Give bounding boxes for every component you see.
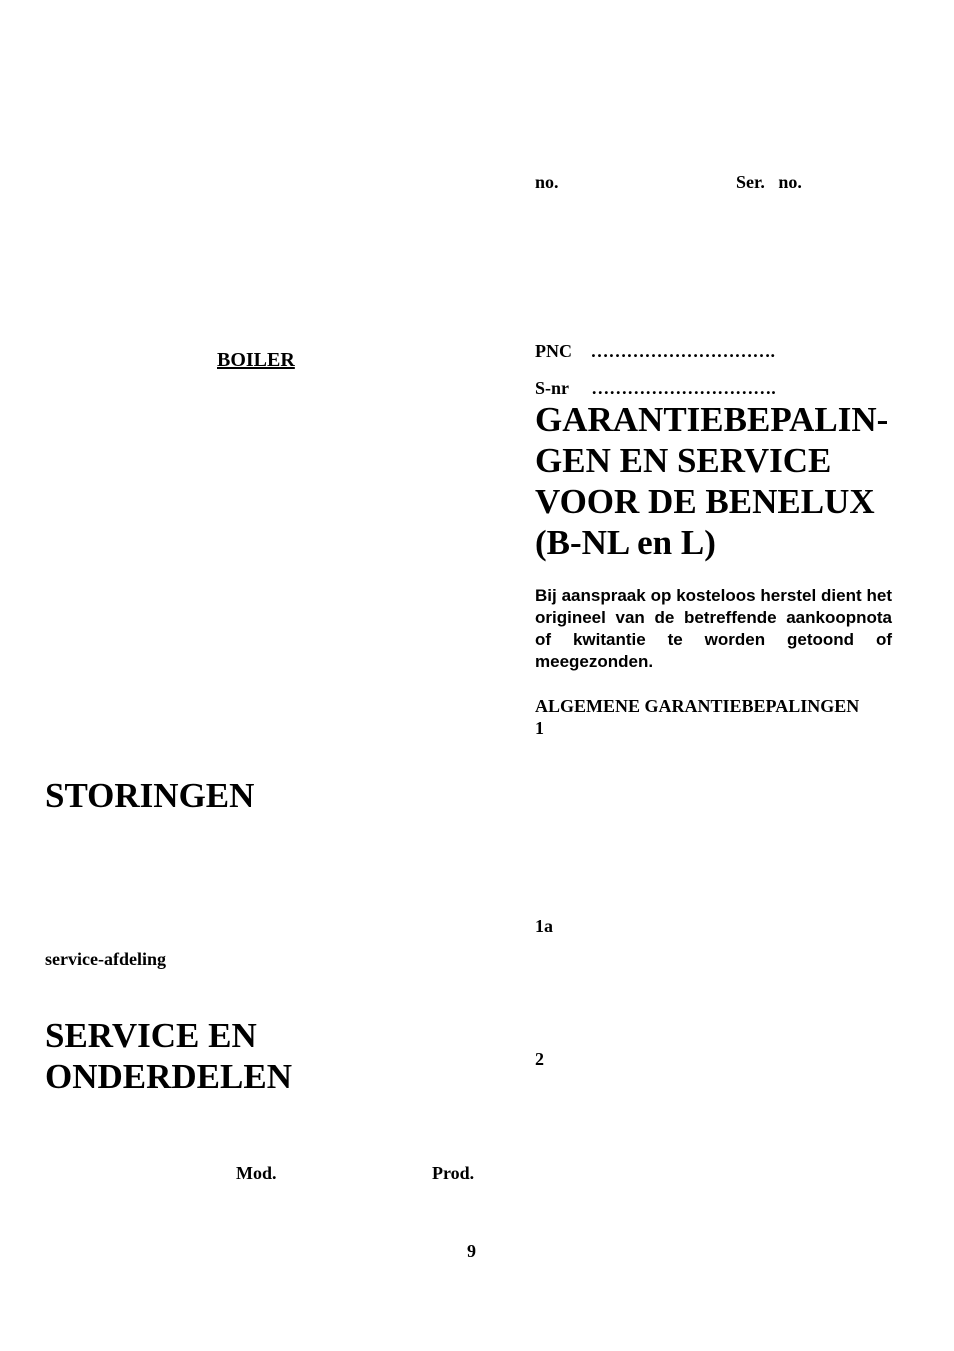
snr-dots: …………………………. (591, 378, 776, 398)
service-afdeling-text: service-afdeling (45, 949, 166, 969)
pnc-dots: …………………………. (590, 341, 775, 361)
snr-row (535, 378, 776, 398)
snr-label: S-nr (535, 378, 569, 398)
prod-label: Prod. (432, 1163, 475, 1183)
item-2-number: 2 (535, 1049, 544, 1069)
no-label: no. (535, 172, 559, 192)
warranty-title-line3: VOOR DE BENELUX (535, 482, 875, 521)
ser-no-label: Ser. no. (736, 172, 802, 192)
storingen-heading: STORINGEN (45, 776, 255, 815)
warranty-title-line2: GEN EN SERVICE (535, 441, 832, 480)
item-1a-number: 1a (535, 916, 553, 936)
item-1-number: 1 (535, 718, 544, 738)
boiler-label: BOILER (217, 349, 295, 371)
pnc-label: PNC (535, 341, 572, 361)
pnc-row (535, 341, 775, 361)
general-heading: ALGEMENE GARANTIEBEPALINGEN (535, 696, 860, 716)
service-heading-line2: ONDERDELEN (45, 1057, 292, 1096)
service-heading-line1: SERVICE EN (45, 1016, 257, 1055)
mod-label: Mod. (236, 1163, 277, 1183)
warranty-title-line1: GARANTIEBEPALIN- (535, 400, 889, 439)
warranty-title (535, 399, 905, 563)
intro-paragraph: Bij aanspraak op kosteloos herstel dient het origineel van de betreffende aankoopnota of kwitantie te worden getoond of meegezonden. (535, 586, 892, 671)
warranty-title-line4: (B-NL en L) (535, 523, 716, 562)
page-number: 9 (467, 1241, 476, 1261)
service-heading (45, 1015, 292, 1097)
